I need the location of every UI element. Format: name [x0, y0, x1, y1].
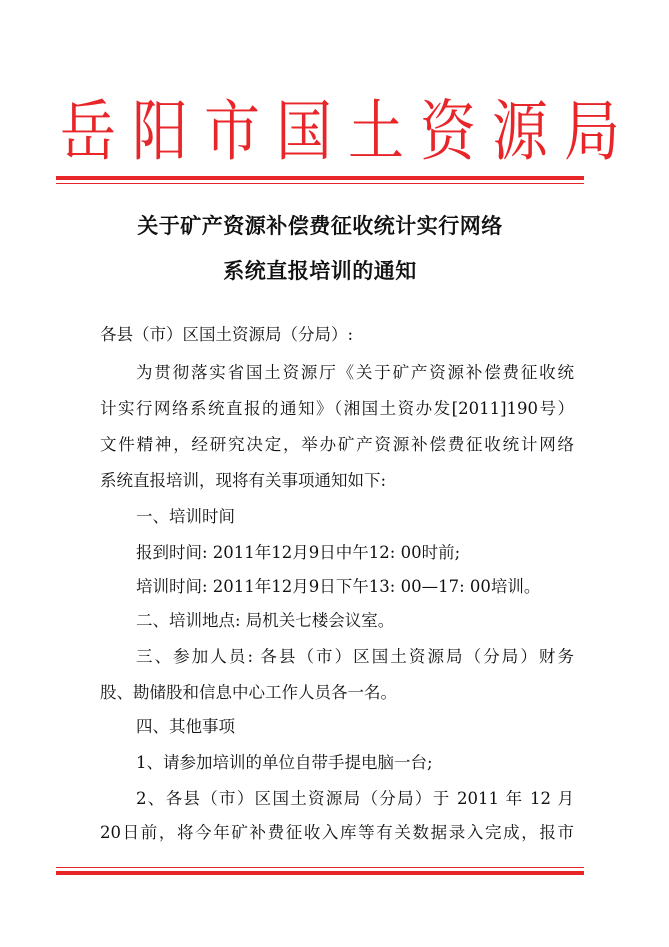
- section-3-line-1: 三、参加人员: 各县（市）区国土资源局（分局）财务: [136, 647, 574, 666]
- letterhead-char: 土: [348, 94, 404, 171]
- letterhead-char: 岳: [60, 94, 116, 171]
- section-2-location: 二、培训地点: 局机关七楼会议室。: [136, 611, 395, 630]
- notice-title-line-1: 关于矿产资源补偿费征收统计实行网络: [137, 214, 503, 238]
- training-time: 培训时间: 2011年12月9日下午13: 00—17: 00培训。: [136, 577, 541, 596]
- paragraph-1-line-1: 为贯彻落实省国土资源厅《关于矿产资源补偿费征收统: [136, 363, 574, 382]
- section-1-heading: 一、培训时间: [136, 507, 235, 526]
- section-3-line-2: 股、勘储股和信息中心工作人员各一名。: [100, 683, 397, 702]
- letterhead-char: 局: [564, 94, 620, 171]
- notice-title-line-2: 系统直报培训的通知: [223, 259, 417, 283]
- section-4-item-2-line-2: 20日前，将今年矿补费征收入库等有关数据录入完成，报市: [100, 823, 574, 842]
- letterhead-divider-thin: [56, 183, 584, 184]
- letterhead-title: [60, 80, 620, 186]
- footer-divider-thin: [56, 867, 584, 868]
- letterhead-char: 国: [276, 94, 332, 171]
- paragraph-1-line-2: 计实行网络系统直报的通知》（湘国土资办发[2011]190号）: [100, 399, 574, 418]
- salutation: 各县（市）区国土资源局（分局）:: [100, 325, 354, 344]
- footer-divider-thick: [56, 871, 584, 875]
- paragraph-1-line-3: 文件精神，经研究决定，举办矿产资源补偿费征收统计网络: [100, 435, 574, 454]
- letterhead-char: 源: [492, 94, 548, 171]
- section-4-item-2-line-1: 2、各县（市）区国土资源局（分局）于 2011 年 12 月: [136, 789, 574, 808]
- section-4-item-1: 1、请参加培训的单位自带手提电脑一台;: [136, 753, 433, 772]
- checkin-time: 报到时间: 2011年12月9日中午12: 00时前;: [136, 543, 461, 562]
- letterhead-divider-thick: [56, 176, 584, 180]
- letterhead-char: 阳: [132, 94, 188, 171]
- paragraph-1-line-4: 系统直报培训，现将有关事项通知如下:: [100, 471, 387, 490]
- letterhead-char: 市: [204, 94, 260, 171]
- letterhead-char: 资: [420, 94, 476, 171]
- section-4-heading: 四、其他事项: [136, 717, 235, 736]
